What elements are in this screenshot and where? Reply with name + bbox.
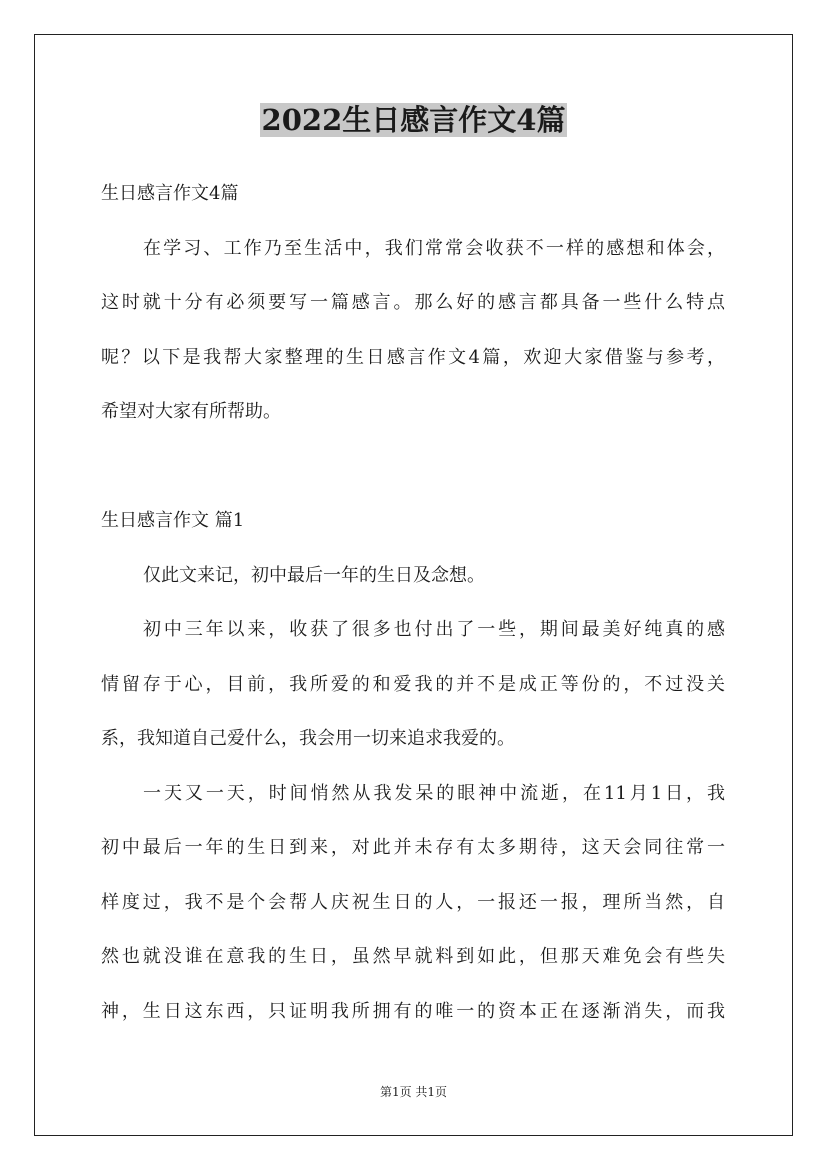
paragraph-line: 神，生日这东西，只证明我所拥有的唯一的资本正在逐渐消失，而我 <box>101 1000 725 1022</box>
blank-line <box>101 447 725 502</box>
paragraph-line: 初中最后一年的生日到来，对此并未存有太多期待，这天会同往常一 <box>101 837 725 858</box>
paragraph-line: 然也就没谁在意我的生日，虽然早就料到如此，但那天难免会有些失 <box>101 946 725 967</box>
document-body <box>101 174 725 1046</box>
section-heading: 生日感言作文4篇 <box>101 183 239 204</box>
paragraph-line: 情留存于心，目前，我所爱的和爱我的并不是成正等份的，不过没关 <box>101 673 725 695</box>
paragraph-line: 希望对大家有所帮助。 <box>101 401 281 422</box>
paragraph-line: 初中三年以来，收获了很多也付出了一些，期间最美好纯真的感 <box>143 619 725 640</box>
paragraph-line: 这时就十分有必须要写一篇感言。那么好的感言都具备一些什么特点 <box>101 292 725 313</box>
section-heading: 生日感言作文 篇1 <box>101 510 245 531</box>
paragraph-line: 在学习、工作乃至生活中，我们常常会收获不一样的感想和体会， <box>143 237 725 259</box>
paragraph-line: 系，我知道自己爱什么，我会用一切来追求我爱的。 <box>101 728 515 749</box>
paragraph-line: 样度过，我不是个会帮人庆祝生日的人，一报还一报，理所当然，自 <box>101 891 725 913</box>
page-footer: 第1页 共1页 <box>379 1085 448 1099</box>
paragraph-line: 仅此文来记，初中最后一年的生日及念想。 <box>143 564 485 586</box>
document-title: 2022生日感言作文4篇 <box>261 103 566 137</box>
paragraph-line: 呢？以下是我帮大家整理的生日感言作文4篇，欢迎大家借鉴与参考， <box>101 346 725 368</box>
paragraph-line: 一天又一天，时间悄然从我发呆的眼神中流逝，在11月1日，我 <box>143 782 725 804</box>
